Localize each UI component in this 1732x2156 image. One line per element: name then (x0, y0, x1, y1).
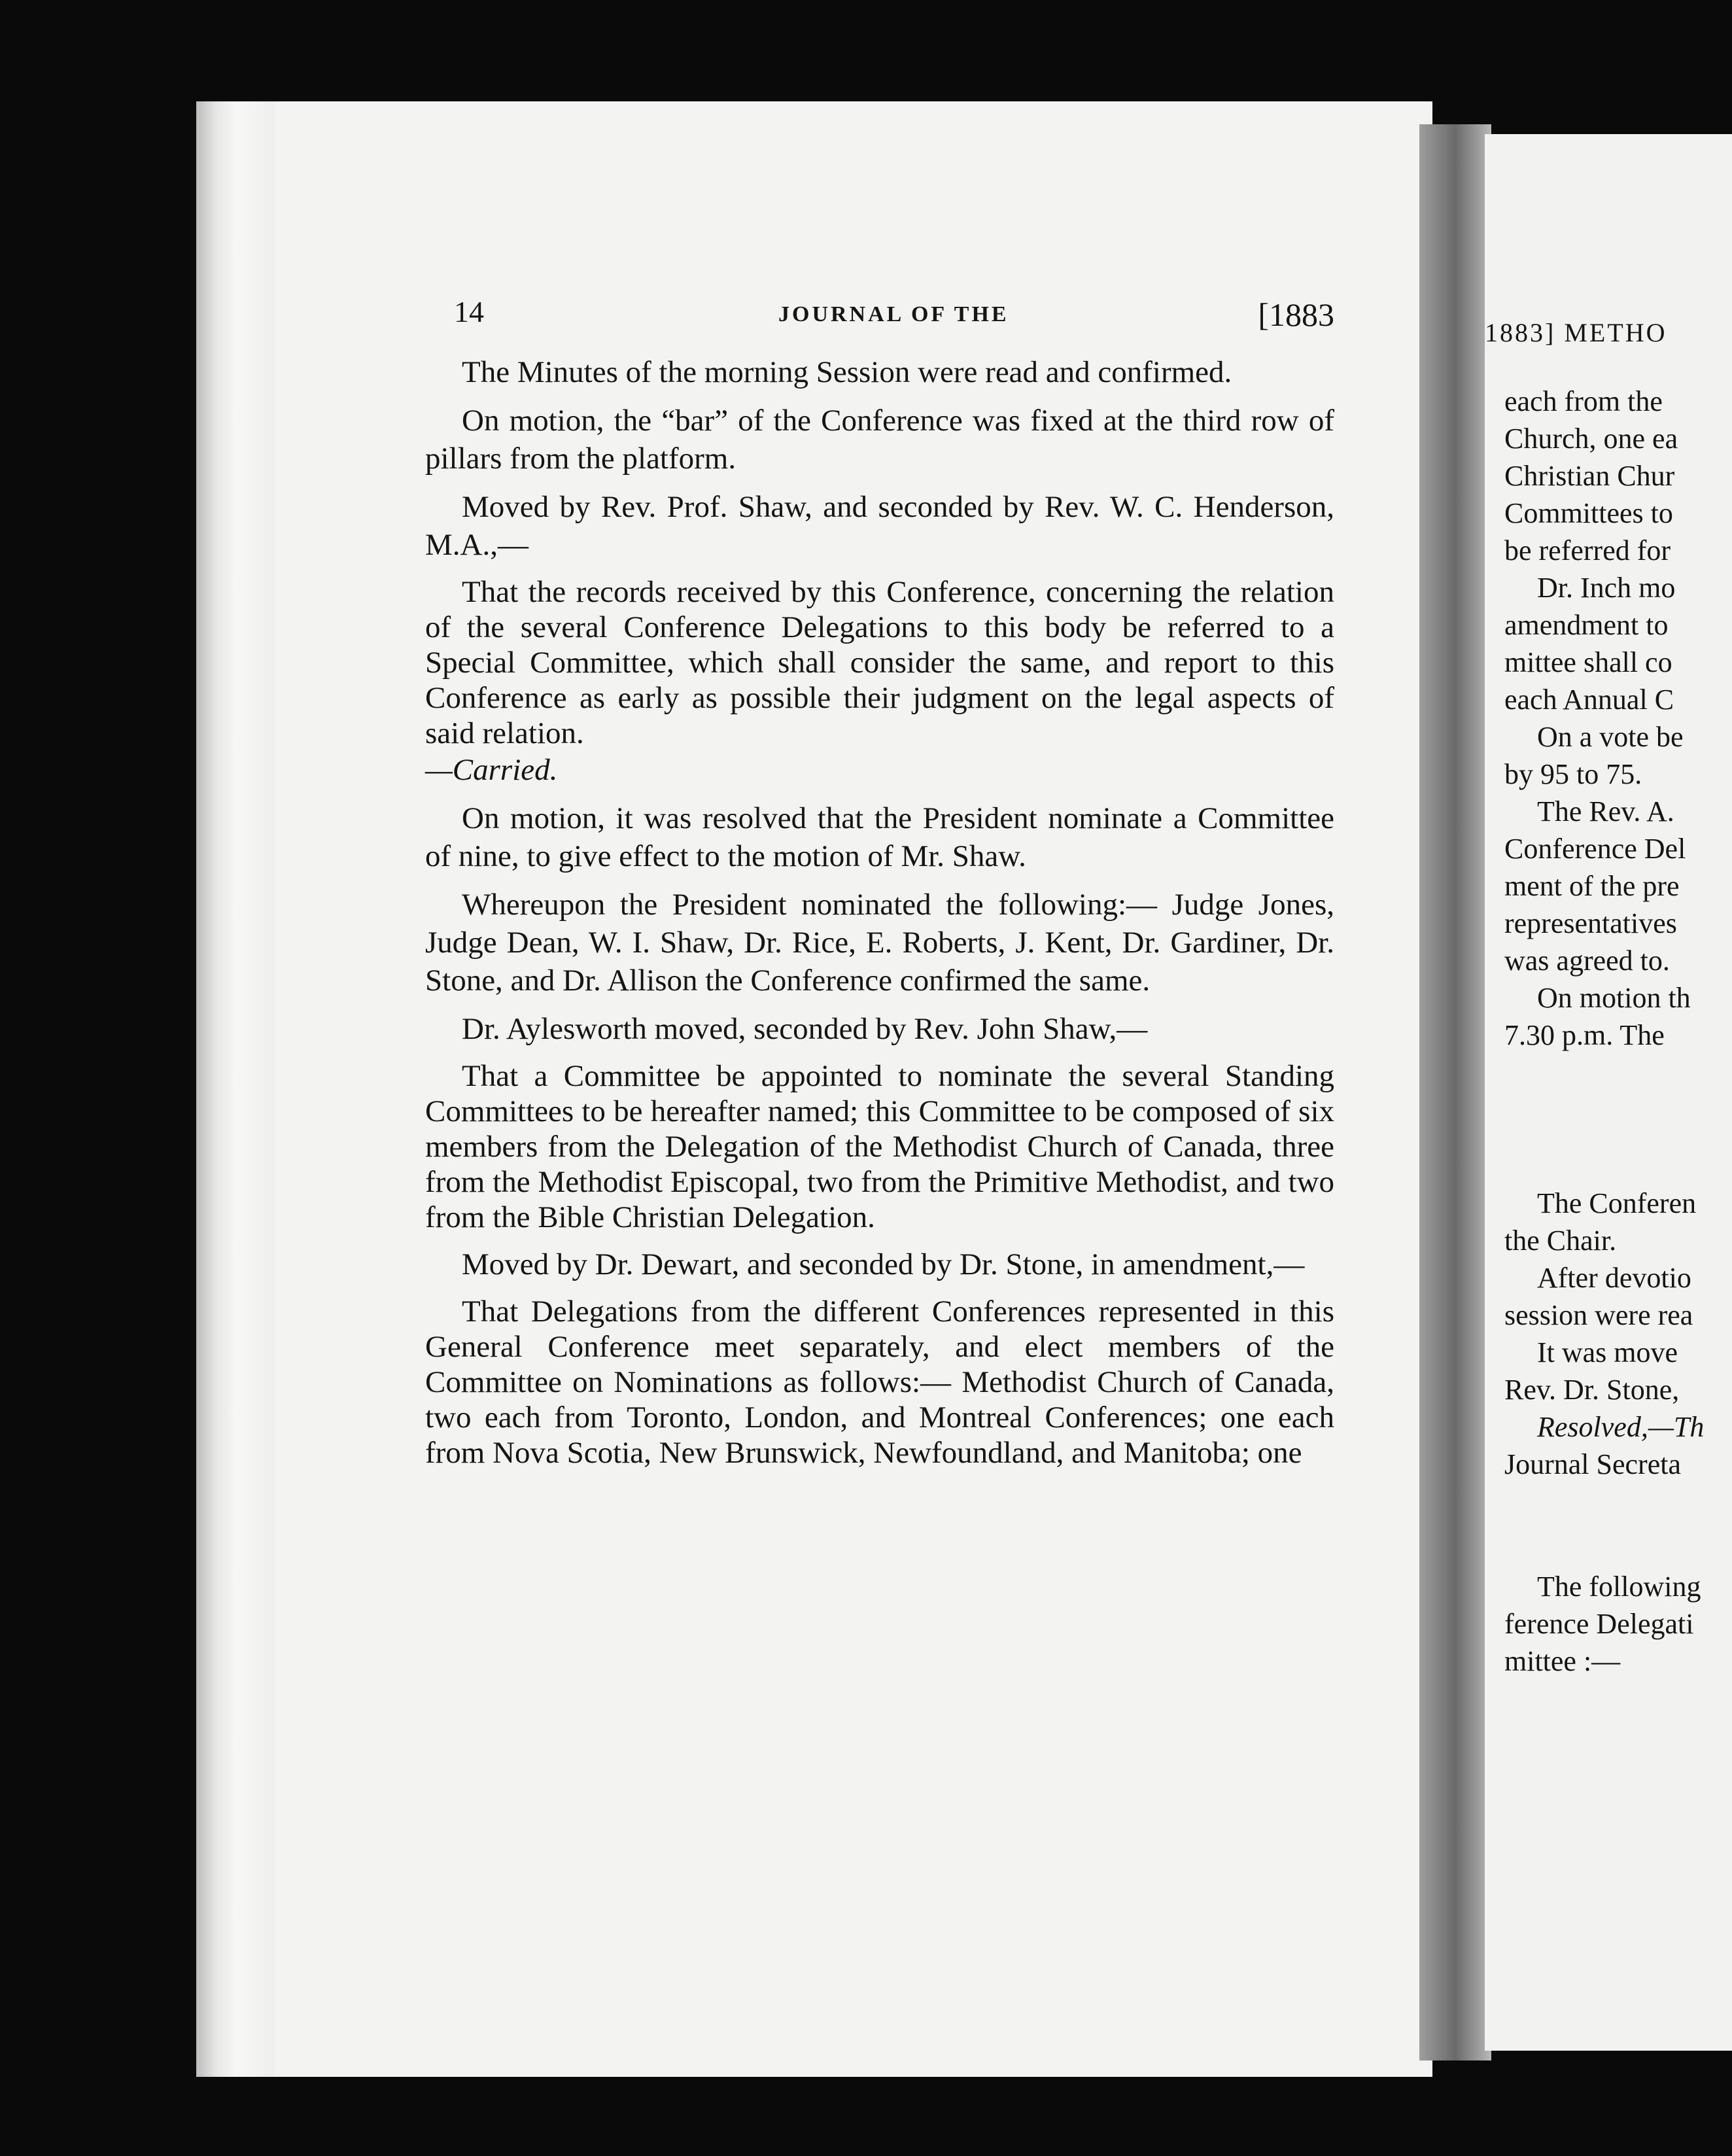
right-line: Conference Del (1504, 833, 1686, 865)
paragraph: On motion, it was resolved that the President nominate a Committee of nine, to give effect to the motion of Mr. Shaw. (425, 801, 1334, 873)
right-line: was agreed to. (1504, 945, 1670, 977)
right-line: Dr. Inch mo (1537, 572, 1676, 604)
right-line: It was move (1537, 1336, 1678, 1368)
left-text-column (425, 294, 1334, 1481)
resolution-paragraph: That the records received by this Conference, concerning the relation of the several Conference Delegations to this body be referred to a Special Committee, which shall consider the same, and report to this Conference as early as possible their judgment on the legal aspects of said relation. (425, 575, 1334, 750)
right-line: amendment to (1504, 609, 1669, 641)
right-line: each Annual C (1504, 684, 1674, 716)
right-line: On motion th (1537, 982, 1691, 1014)
right-line: After devotio (1537, 1262, 1691, 1294)
right-running-head: 1883] METHO (1485, 318, 1667, 347)
body-text (425, 353, 1334, 1470)
right-line: mittee shall co (1504, 646, 1672, 678)
right-line: Resolved,—Th (1537, 1411, 1705, 1443)
book-gutter (1419, 124, 1491, 2060)
right-line: ference Delegati (1504, 1608, 1694, 1640)
right-section-gap (1485, 1483, 1732, 1568)
right-line: The following (1537, 1571, 1701, 1603)
header-year: [1883 (1258, 296, 1334, 333)
right-line: session were rea (1504, 1299, 1693, 1331)
paragraph: On motion, the “bar” of the Conference was fixed at the third row of pillars from the platform. (425, 404, 1334, 476)
right-line: 7.30 p.m. The (1504, 1019, 1665, 1051)
resolution-paragraph: That Delegations from the different Conferences represented in this General Conference meet separately, and elect members of the Committee on Nominations as follows:— Methodist Church of Canada, two each from Toronto, London, and Montreal Conferences; one each from Nova Scotia, New Brunswick, Newfoundland, and Manitoba; one (425, 1295, 1334, 1470)
right-line: be referred for (1504, 534, 1671, 566)
right-line: Christian Chur (1504, 460, 1675, 492)
paragraph: Whereupon the President nominated the following:— Judge Jones, Judge Dean, W. I. Shaw, Dr. Rice, E. Roberts, J. Kent, Dr. Gardiner, Dr. Stone, and Dr. Allison the Conference confirmed the same. (425, 888, 1334, 998)
right-line: ment of the pre (1504, 870, 1680, 902)
right-line: by 95 to 75. (1504, 758, 1642, 790)
page-header (425, 294, 1334, 340)
paragraph: Moved by Dr. Dewart, and seconded by Dr. Stone, in amendment,— (462, 1247, 1305, 1281)
page-number: 14 (454, 295, 484, 328)
paragraph: Dr. Aylesworth moved, seconded by Rev. John Shaw,— (462, 1012, 1148, 1046)
right-line: mittee :— (1504, 1645, 1621, 1677)
right-line: representatives (1504, 907, 1677, 939)
right-line: Journal Secreta (1504, 1448, 1681, 1480)
paragraph: The Minutes of the morning Session were read and confirmed. (462, 355, 1232, 389)
right-line: The Rev. A. (1537, 795, 1674, 827)
right-section-gap (1485, 1054, 1732, 1185)
left-page-edge (196, 101, 275, 2077)
right-line: The Conferen (1537, 1187, 1697, 1219)
carried-note: —Carried. (425, 753, 558, 787)
running-head: JOURNAL OF THE (778, 302, 1009, 326)
right-line: Rev. Dr. Stone, (1504, 1374, 1680, 1406)
right-line: each from the (1504, 385, 1663, 417)
right-line: On a vote be (1537, 721, 1684, 753)
right-line: the Chair. (1504, 1225, 1617, 1257)
right-text-column (1485, 383, 1732, 1680)
right-line: Committees to (1504, 497, 1673, 529)
right-line: Church, one ea (1504, 423, 1678, 455)
right-book-page (1485, 134, 1732, 2051)
resolution-paragraph: That a Committee be appointed to nominate the several Standing Committees to be hereafter named; this Committee to be composed of six members from the Delegation of the Methodist Church of Canada, three from the Methodist Episcopal, two from the Primitive Methodist, and two from the Bible Christian Delegation. (425, 1059, 1334, 1234)
paragraph: Moved by Rev. Prof. Shaw, and seconded by Rev. W. C. Henderson, M.A.,— (425, 490, 1334, 562)
